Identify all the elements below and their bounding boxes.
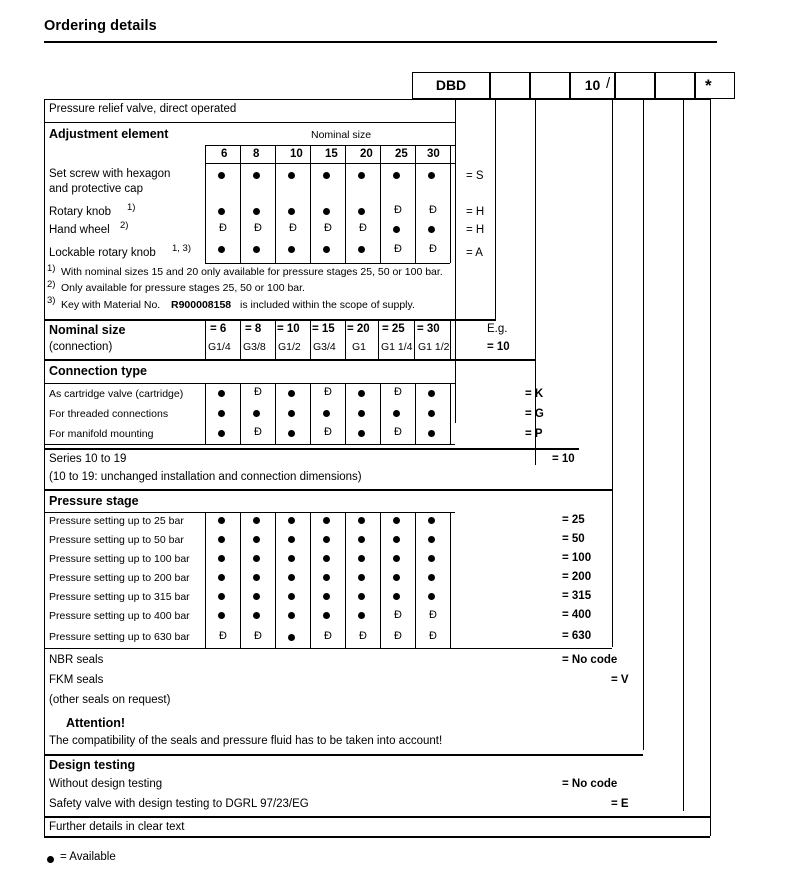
col-sep xyxy=(450,145,451,263)
col-sep xyxy=(380,145,381,263)
connection-g38: G3/8 xyxy=(243,341,266,353)
code-box-dbd[interactable]: DBD xyxy=(412,72,490,99)
mark-dot xyxy=(393,517,400,524)
rule-connection-rows-bottom xyxy=(44,444,455,445)
nominal-size-subheading: (connection) xyxy=(49,341,113,353)
rule-adjustment-bottom xyxy=(205,263,450,264)
connection-g1: G1 xyxy=(352,341,367,353)
guide-line-5 xyxy=(643,99,644,750)
mark-dot xyxy=(218,593,225,600)
rule-sizes-top xyxy=(205,145,455,146)
size-header-20: 20 xyxy=(360,148,373,160)
footnote-right-border xyxy=(495,263,496,321)
adjustment-row-2-label: Rotary knob xyxy=(49,206,112,218)
mark-dot xyxy=(218,430,225,437)
mark-dot xyxy=(218,246,225,253)
col-sep xyxy=(345,319,346,359)
mark-dot xyxy=(393,536,400,543)
rule-series-top xyxy=(44,448,579,450)
col-sep xyxy=(275,512,276,648)
mark-dot xyxy=(218,517,225,524)
mark-dot xyxy=(323,172,330,179)
mark-dash: Ð xyxy=(394,426,402,438)
pressure-row-5-label: Pressure setting up to 315 bar xyxy=(49,591,190,603)
mark-dot xyxy=(323,517,330,524)
size-header-30: 30 xyxy=(427,148,440,160)
connection-row-3-label: For manifold mounting xyxy=(49,428,154,440)
attention-heading: Attention! xyxy=(66,716,126,730)
legend-label: = Available xyxy=(60,851,116,863)
col-sep xyxy=(310,319,311,359)
mark-dot xyxy=(218,410,225,417)
code-box-2[interactable] xyxy=(490,72,530,99)
mark-dot xyxy=(358,390,365,397)
mark-dot xyxy=(218,390,225,397)
col-sep xyxy=(240,383,241,444)
col-sep xyxy=(205,383,206,444)
pressure-row-1-label: Pressure setting up to 25 bar xyxy=(49,515,184,527)
mark-dot xyxy=(253,208,260,215)
mark-dot xyxy=(358,172,365,179)
mark-dash: Ð xyxy=(394,204,402,216)
nominal-size-column-label: Nominal size xyxy=(311,129,372,141)
col-sep xyxy=(415,145,416,263)
mark-dot xyxy=(323,208,330,215)
col-sep xyxy=(415,512,416,648)
mark-dot xyxy=(428,410,435,417)
connection-type-heading: Connection type xyxy=(49,364,147,378)
mark-dot xyxy=(428,555,435,562)
order-code-boxes xyxy=(44,72,717,99)
mark-dot xyxy=(288,208,295,215)
mark-dot xyxy=(428,390,435,397)
adjustment-heading: Adjustment element xyxy=(49,127,169,141)
design-testing-heading: Design testing xyxy=(49,758,136,772)
mark-dot xyxy=(218,208,225,215)
col-sep xyxy=(240,319,241,359)
adjustment-row-2-sup: 1) xyxy=(127,202,136,213)
mark-dash: Ð xyxy=(254,426,262,438)
mark-dash: Ð xyxy=(219,222,227,234)
mark-dash: Ð xyxy=(429,609,437,621)
code-asterisk: * xyxy=(705,76,712,95)
mark-dot xyxy=(288,574,295,581)
mark-dot xyxy=(288,536,295,543)
mark-dot xyxy=(323,612,330,619)
mark-dash: Ð xyxy=(324,386,332,398)
mark-dot xyxy=(393,172,400,179)
mark-dot xyxy=(288,246,295,253)
pressure-row-4-code: = 200 xyxy=(562,571,592,583)
col-sep xyxy=(310,383,311,444)
footnote-3-text-pre: Key with Material No. xyxy=(61,299,161,311)
adjustment-row-1-label-2: and protective cap xyxy=(49,183,143,195)
footnote-3-sup: 3) xyxy=(47,295,56,306)
mark-dot xyxy=(358,574,365,581)
nominal-size-heading: Nominal size xyxy=(49,323,126,337)
footnote-3-material-no: R900008158 xyxy=(171,299,232,311)
connection-g34: G3/4 xyxy=(313,341,336,353)
mark-dot xyxy=(253,593,260,600)
col-sep xyxy=(240,512,241,648)
mark-dot xyxy=(428,536,435,543)
rule-top xyxy=(44,99,710,100)
further-details-label: Further details in clear text xyxy=(49,821,185,833)
mark-dot xyxy=(428,593,435,600)
mark-dash: Ð xyxy=(219,630,227,642)
table-left-border xyxy=(44,99,45,836)
nominal-code-30: = 30 xyxy=(417,323,440,335)
pressure-row-6-label: Pressure setting up to 400 bar xyxy=(49,610,190,622)
design-row-2-label: Safety valve with design testing to DGRL 97/23/EG xyxy=(49,798,309,810)
connection-row-2-code: = G xyxy=(525,408,544,420)
mark-dot xyxy=(253,612,260,619)
adjustment-row-4-label: Lockable rotary knob xyxy=(49,247,156,259)
mark-dot xyxy=(253,410,260,417)
pressure-row-3-label: Pressure setting up to 100 bar xyxy=(49,553,190,565)
series-code: = 10 xyxy=(552,453,575,465)
guide-line-1 xyxy=(455,99,456,423)
mark-dash: Ð xyxy=(324,222,332,234)
col-sep xyxy=(378,319,379,359)
mark-dot xyxy=(323,410,330,417)
mark-dot xyxy=(428,172,435,179)
size-header-10: 10 xyxy=(290,148,303,160)
size-header-25: 25 xyxy=(395,148,408,160)
connection-g112: G1 1/2 xyxy=(418,341,450,353)
col-sep xyxy=(275,383,276,444)
nominal-code-15: = 15 xyxy=(312,323,335,335)
mark-dash: Ð xyxy=(394,386,402,398)
design-row-2-code: = E xyxy=(611,798,629,810)
mark-dot xyxy=(253,536,260,543)
code-box-5[interactable] xyxy=(615,72,655,99)
mark-dash: Ð xyxy=(324,630,332,642)
adjustment-row-3-label: Hand wheel xyxy=(49,224,110,236)
mark-dot xyxy=(358,208,365,215)
guide-line-4 xyxy=(612,99,613,647)
mark-dot xyxy=(323,574,330,581)
adjustment-row-4-code: = A xyxy=(466,247,483,259)
footnote-2-text: Only available for pressure stages 25, 50 or 100 bar. xyxy=(61,282,305,294)
mark-dash: Ð xyxy=(359,630,367,642)
mark-dot xyxy=(288,555,295,562)
col-sep xyxy=(275,319,276,359)
col-sep xyxy=(310,512,311,648)
col-sep xyxy=(205,319,206,359)
footnote-1-sup: 1) xyxy=(47,263,56,274)
design-row-1-code: = No code xyxy=(562,778,618,790)
seals-row-2-code: = V xyxy=(611,674,629,686)
rule-pressure-rows-top xyxy=(44,512,455,513)
mark-dot xyxy=(393,226,400,233)
nominal-code-25: = 25 xyxy=(382,323,405,335)
connection-row-1-code: = K xyxy=(525,388,544,400)
mark-dash: Ð xyxy=(394,630,402,642)
code-slash: / xyxy=(606,75,611,92)
rule-pressure-bottom xyxy=(44,648,612,649)
mark-dot xyxy=(288,390,295,397)
pressure-row-2-label: Pressure setting up to 50 bar xyxy=(49,534,184,546)
adjustment-row-4-sup: 1, 3) xyxy=(172,243,192,254)
col-sep xyxy=(310,145,311,263)
mark-dot xyxy=(253,555,260,562)
mark-dot xyxy=(323,246,330,253)
mark-dot xyxy=(358,612,365,619)
code-box-3[interactable] xyxy=(530,72,570,99)
pressure-row-7-label: Pressure setting up to 630 bar xyxy=(49,631,190,643)
guide-line-7 xyxy=(710,99,711,836)
size-header-8: 8 xyxy=(253,148,260,160)
col-sep xyxy=(345,383,346,444)
footnote-3-text-post: is included within the scope of supply. xyxy=(240,299,415,311)
mark-dot xyxy=(428,517,435,524)
mark-dot xyxy=(358,410,365,417)
nominal-eg-value: = 10 xyxy=(487,341,510,353)
mark-dot xyxy=(253,246,260,253)
rule-product xyxy=(44,122,455,123)
attention-text: The compatibility of the seals and pressure fluid has to be taken into account! xyxy=(49,735,443,747)
rule-connection-rows-top xyxy=(44,383,455,384)
mark-dot xyxy=(358,555,365,562)
legend-dot-icon xyxy=(47,856,54,863)
mark-dash: Ð xyxy=(429,630,437,642)
connection-row-3-code: = P xyxy=(525,428,543,440)
pressure-row-4-label: Pressure setting up to 200 bar xyxy=(49,572,190,584)
mark-dash: Ð xyxy=(394,609,402,621)
guide-line-6 xyxy=(683,99,684,811)
adjustment-row-3-sup: 2) xyxy=(120,220,129,231)
size-header-15: 15 xyxy=(325,148,338,160)
code-box-10[interactable]: 10 xyxy=(570,72,615,99)
mark-dot xyxy=(288,634,295,641)
footnote-2-sup: 2) xyxy=(47,279,56,290)
seals-row-1-label: NBR seals xyxy=(49,654,104,666)
title-divider xyxy=(44,41,717,43)
mark-dot xyxy=(253,517,260,524)
adjustment-row-2-code: = H xyxy=(466,206,485,218)
rule-design-top xyxy=(44,754,643,756)
mark-dash: Ð xyxy=(359,222,367,234)
mark-dot xyxy=(323,555,330,562)
mark-dot xyxy=(288,430,295,437)
mark-dash: Ð xyxy=(254,630,262,642)
rule-connection-top xyxy=(44,359,535,361)
mark-dot xyxy=(288,517,295,524)
col-sep xyxy=(205,145,206,263)
pressure-row-6-code: = 400 xyxy=(562,609,592,621)
col-sep xyxy=(240,145,241,263)
mark-dot xyxy=(218,555,225,562)
code-box-7[interactable] xyxy=(695,72,735,99)
mark-dot xyxy=(358,536,365,543)
code-box-6[interactable] xyxy=(655,72,695,99)
adjustment-row-3-code: = H xyxy=(466,224,485,236)
mark-dot xyxy=(288,410,295,417)
mark-dot xyxy=(428,226,435,233)
mark-dot xyxy=(393,410,400,417)
mark-dot xyxy=(393,574,400,581)
mark-dot xyxy=(428,574,435,581)
mark-dot xyxy=(288,172,295,179)
col-sep xyxy=(380,383,381,444)
mark-dash: Ð xyxy=(429,204,437,216)
pressure-row-1-code: = 25 xyxy=(562,514,585,526)
series-line-2: (10 to 19: unchanged installation and connection dimensions) xyxy=(49,471,362,483)
pressure-row-5-code: = 315 xyxy=(562,590,592,602)
seals-note: (other seals on request) xyxy=(49,694,171,706)
mark-dot xyxy=(358,246,365,253)
pressure-row-2-code: = 50 xyxy=(562,533,585,545)
mark-dash: Ð xyxy=(254,386,262,398)
mark-dot xyxy=(253,574,260,581)
rule-sizes-bottom xyxy=(205,163,455,164)
adjustment-row-1-code: = S xyxy=(466,170,484,182)
connection-g114: G1 1/4 xyxy=(381,341,413,353)
design-row-1-label: Without design testing xyxy=(49,778,163,790)
mark-dash: Ð xyxy=(324,426,332,438)
mark-dot xyxy=(393,593,400,600)
nominal-eg-label: E.g. xyxy=(487,323,508,335)
rule-pressure-top xyxy=(44,489,612,491)
product-line-label: Pressure relief valve, direct operated xyxy=(49,103,237,115)
connection-row-1-label: As cartridge valve (cartridge) xyxy=(49,388,184,400)
connection-g12: G1/2 xyxy=(278,341,301,353)
mark-dot xyxy=(218,574,225,581)
col-sep xyxy=(450,383,451,444)
nominal-code-20: = 20 xyxy=(347,323,370,335)
adjustment-row-1-label-1: Set screw with hexagon xyxy=(49,168,171,180)
rule-further-top xyxy=(44,816,710,818)
mark-dash: Ð xyxy=(254,222,262,234)
mark-dot xyxy=(323,536,330,543)
seals-row-1-code: = No code xyxy=(562,654,618,666)
col-sep xyxy=(345,512,346,648)
mark-dot xyxy=(323,593,330,600)
col-sep xyxy=(414,319,415,359)
col-sep xyxy=(450,319,451,359)
connection-row-2-label: For threaded connections xyxy=(49,408,169,420)
connection-g14: G1/4 xyxy=(208,341,231,353)
nominal-code-6: = 6 xyxy=(210,323,227,335)
nominal-code-10: = 10 xyxy=(277,323,300,335)
col-sep xyxy=(380,512,381,648)
pressure-row-7-code: = 630 xyxy=(562,630,592,642)
rule-further-bottom xyxy=(44,836,710,838)
col-sep xyxy=(450,512,451,648)
mark-dot xyxy=(393,555,400,562)
page-title: Ordering details xyxy=(44,18,157,34)
mark-dot xyxy=(253,172,260,179)
mark-dash: Ð xyxy=(394,243,402,255)
mark-dot xyxy=(288,593,295,600)
mark-dot xyxy=(358,517,365,524)
col-sep xyxy=(275,145,276,263)
series-line-1: Series 10 to 19 xyxy=(49,453,127,465)
mark-dot xyxy=(218,612,225,619)
rule-nominal-top xyxy=(44,319,495,321)
col-sep xyxy=(415,383,416,444)
size-header-6: 6 xyxy=(221,148,228,160)
mark-dot xyxy=(358,593,365,600)
mark-dot xyxy=(358,430,365,437)
seals-row-2-label: FKM seals xyxy=(49,674,104,686)
mark-dot xyxy=(218,536,225,543)
col-sep xyxy=(205,512,206,648)
mark-dash: Ð xyxy=(429,243,437,255)
pressure-row-3-code: = 100 xyxy=(562,552,592,564)
nominal-code-8: = 8 xyxy=(245,323,262,335)
mark-dot xyxy=(288,612,295,619)
col-sep xyxy=(345,145,346,263)
mark-dot xyxy=(218,172,225,179)
mark-dash: Ð xyxy=(289,222,297,234)
mark-dot xyxy=(428,430,435,437)
pressure-stage-heading: Pressure stage xyxy=(49,494,139,508)
footnote-1-text: With nominal sizes 15 and 20 only available for pressure stages 25, 50 or 100 bar. xyxy=(61,266,443,278)
